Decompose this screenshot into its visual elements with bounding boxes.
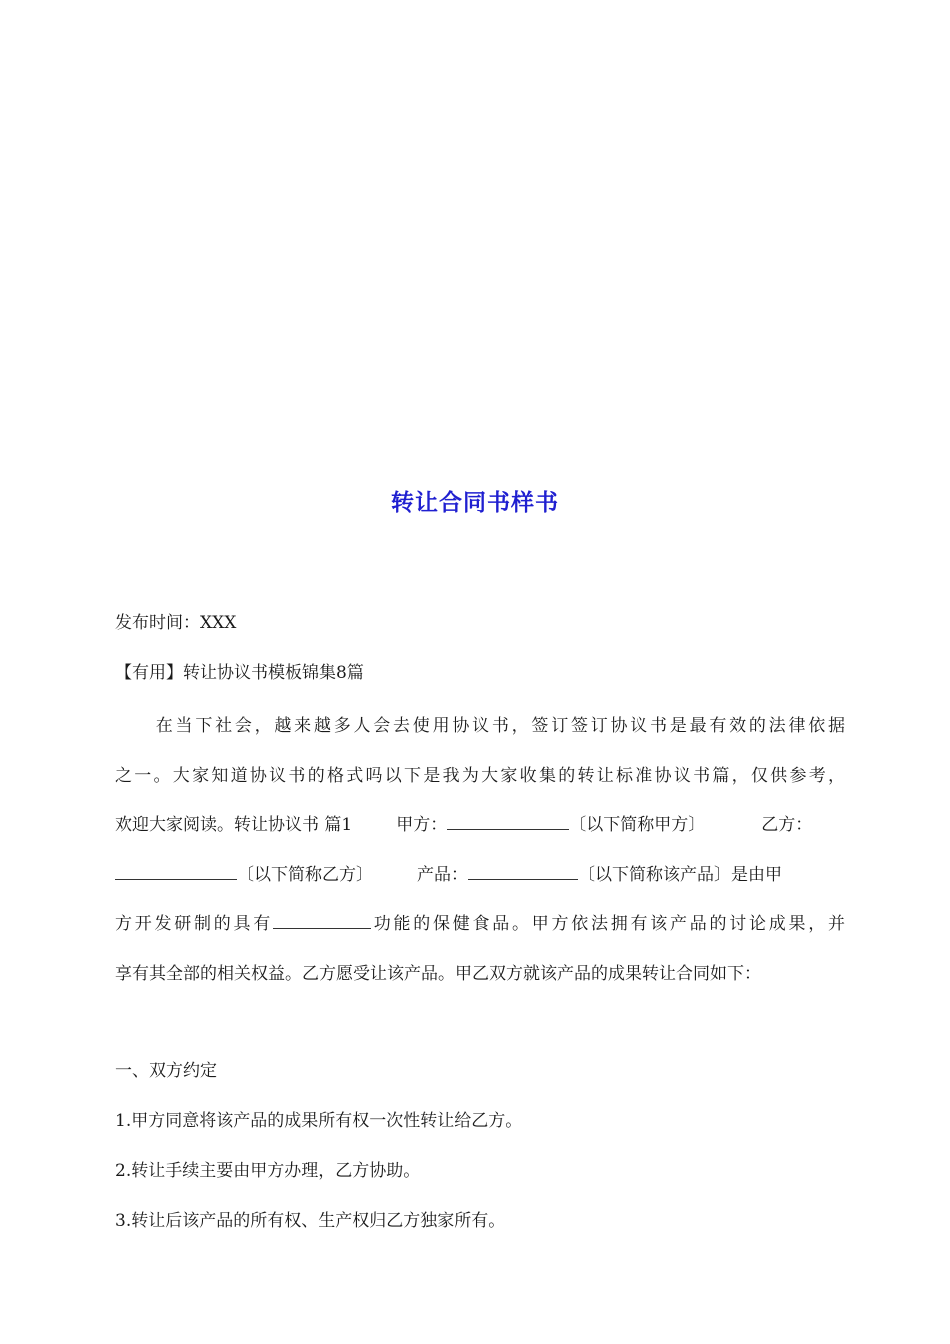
intro-text: 方开发研制的具有 xyxy=(115,914,273,935)
product-alias: 〔以下简称该产品〕是由甲 xyxy=(578,864,782,885)
document-title: 转让合同书样书 xyxy=(391,490,559,516)
function-blank xyxy=(273,914,371,929)
publish-time: 发布时间：XXX xyxy=(115,613,237,633)
intro-text: 欢迎大家阅读。转让协议书 篇1 xyxy=(115,815,353,836)
clause-item: 3.转让后该产品的所有权、生产权归乙方独家所有。 xyxy=(115,1211,506,1231)
party-b-label: 乙方： xyxy=(761,815,813,836)
party-a-blank xyxy=(447,815,569,830)
clause-item: 2.转让手续主要由甲方办理，乙方协助。 xyxy=(115,1161,421,1181)
intro-paragraph xyxy=(115,702,845,1000)
intro-line xyxy=(115,801,845,851)
intro-line xyxy=(115,851,845,901)
intro-line xyxy=(115,702,845,752)
product-label: 产品： xyxy=(417,864,468,885)
document-subtitle: 【有用】转让协议书模板锦集8篇 xyxy=(115,663,364,683)
clause-item: 1.甲方同意将该产品的成果所有权一次性转让给乙方。 xyxy=(115,1111,523,1131)
party-b-blank xyxy=(115,865,237,880)
intro-line: 之一。大家知道协议书的格式吗以下是我为大家收集的转让标准协议书篇，仅供参考， xyxy=(115,765,845,786)
party-a-label: 甲方： xyxy=(396,815,448,836)
intro-line: 享有其全部的相关权益。乙方愿受让该产品。甲乙双方就该产品的成果转让合同如下： xyxy=(115,963,761,984)
party-a-alias: 〔以下简称甲方〕 xyxy=(569,815,706,836)
section-heading: 一、双方约定 xyxy=(115,1061,217,1081)
intro-line xyxy=(115,900,845,950)
party-b-alias: 〔以下简称乙方〕 xyxy=(237,864,373,885)
intro-text: 在当下社会，越来越多人会去使用协议书，签订签订协议书是最有效的法律依据 xyxy=(153,716,845,736)
intro-text: 功能的保健食品。甲方依法拥有该产品的讨论成果，并 xyxy=(371,914,845,935)
product-blank xyxy=(468,865,578,880)
